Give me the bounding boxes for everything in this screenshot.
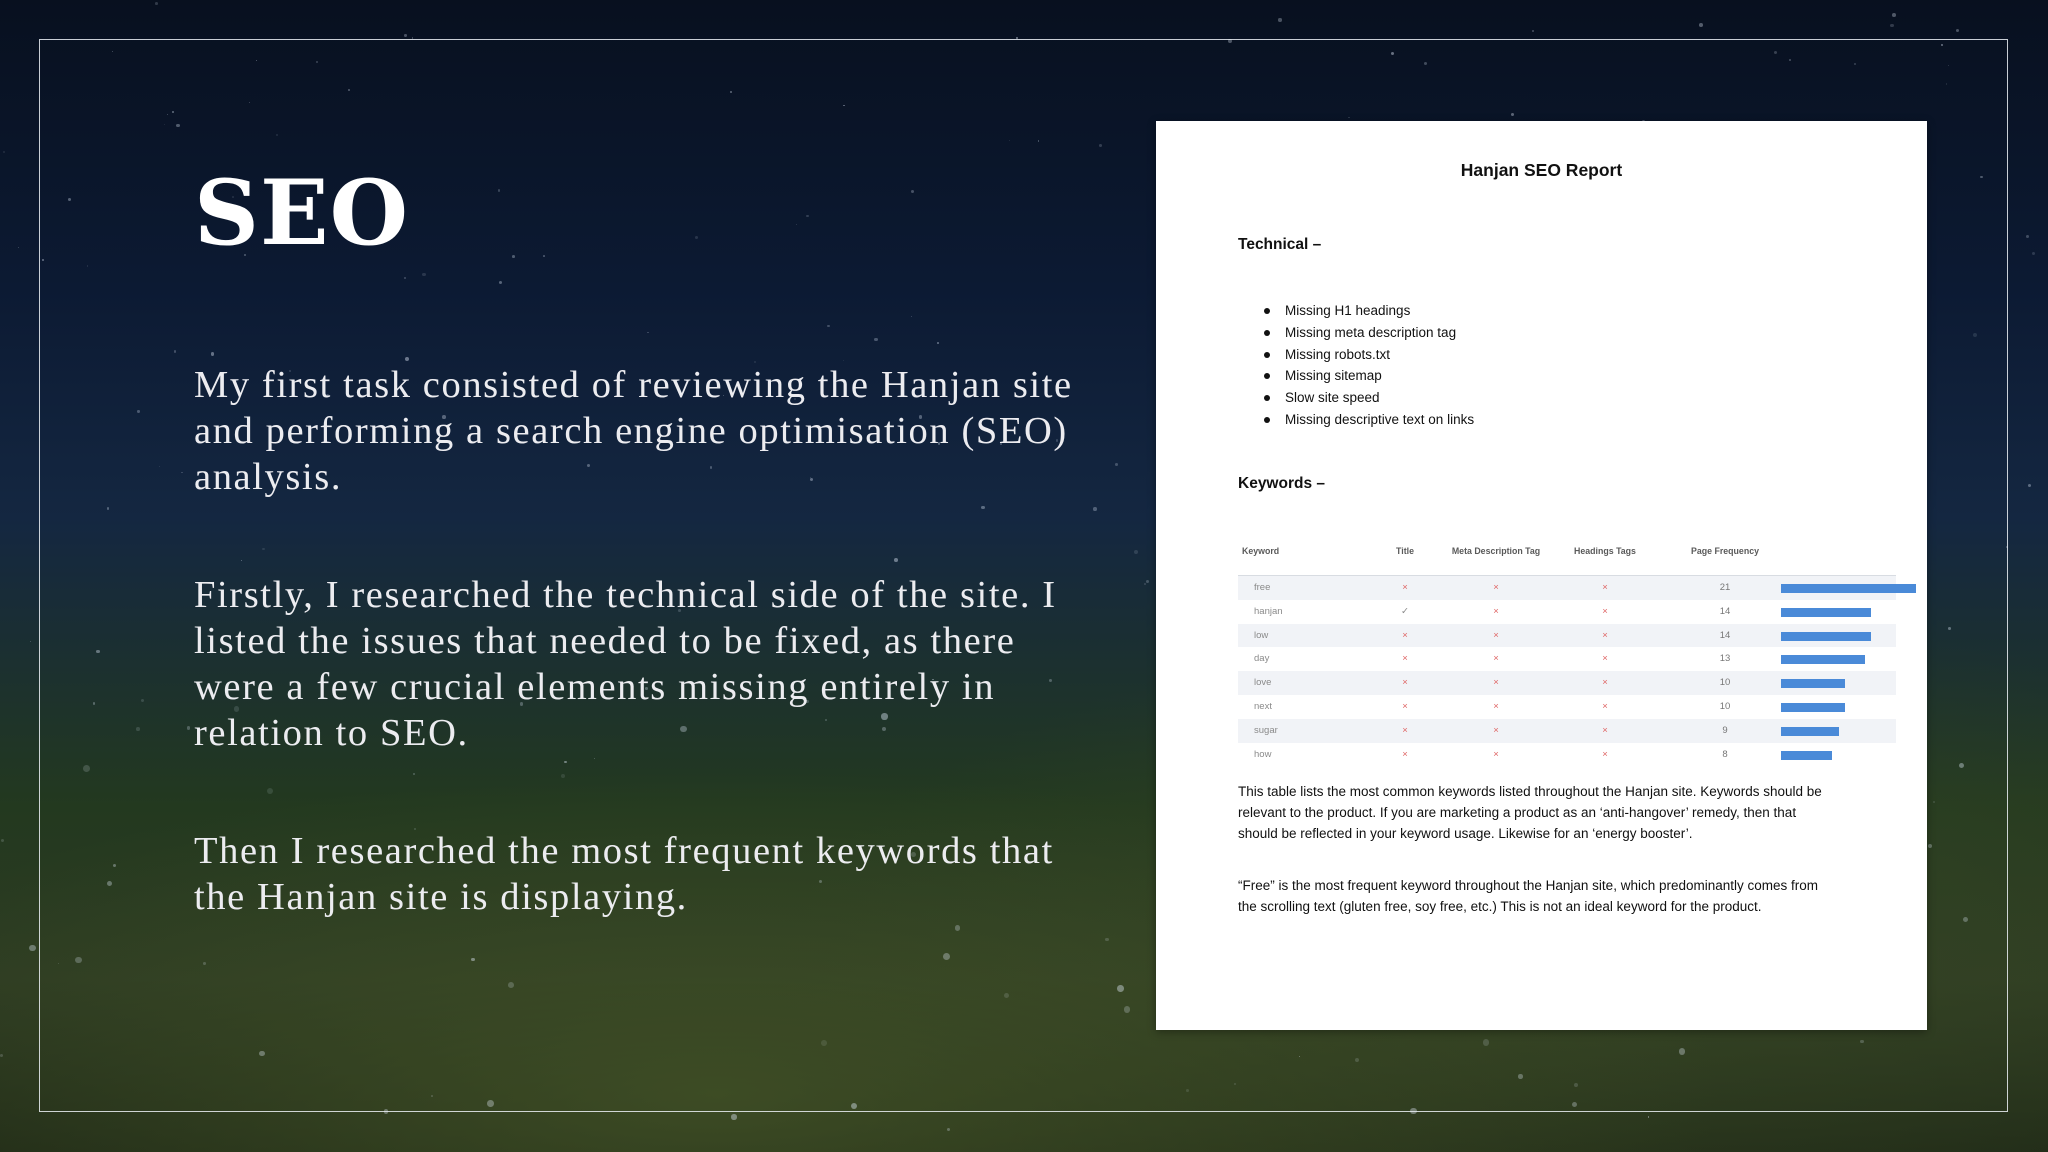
table-row [1238, 671, 1896, 695]
background-speck [2032, 252, 2035, 255]
background-speck [731, 1114, 736, 1119]
cell-headings-tags: × [1602, 605, 1608, 617]
keyword-table [1238, 545, 1896, 766]
cell-title: × [1402, 677, 1408, 689]
technical-heading: Technical – [1238, 236, 1322, 253]
frequency-bar [1781, 608, 1871, 617]
cell-headings-tags: × [1602, 677, 1608, 689]
header-title: Title [1396, 546, 1414, 556]
cell-meta-description: × [1493, 677, 1499, 689]
cell-keyword: love [1254, 677, 1272, 689]
keywords-paragraph: Then I researched the most frequent keywords that the Hanjan site is displaying. [194, 830, 1054, 918]
frequency-bar [1781, 751, 1832, 760]
background-speck [1278, 18, 1281, 21]
issue-item: Missing H1 headings [1238, 300, 1474, 322]
cell-meta-description: × [1493, 629, 1499, 641]
cell-title: × [1402, 582, 1408, 593]
background-speck [30, 641, 31, 642]
cell-page-frequency: 14 [1719, 629, 1731, 641]
cell-page-frequency: 8 [1722, 748, 1728, 760]
cell-meta-description: × [1493, 724, 1499, 736]
background-speck [1648, 1116, 1650, 1118]
cell-headings-tags: × [1602, 582, 1608, 593]
technical-paragraph: Firstly, I researched the technical side of the site. I listed the issues that needed to be fixed, as there were a few crucial elements missing entirely in relation to SEO. [194, 574, 1057, 754]
background-speck [18, 247, 19, 248]
background-speck [155, 2, 158, 5]
cell-title: × [1402, 700, 1408, 712]
frequency-bar [1781, 584, 1916, 593]
cell-keyword: sugar [1254, 724, 1278, 736]
frequency-bar [1781, 655, 1865, 664]
background-speck [1892, 13, 1896, 17]
background-speck [29, 945, 35, 951]
cell-headings-tags: × [1602, 700, 1608, 712]
technical-issue-list [1238, 300, 1474, 431]
cell-page-frequency: 10 [1719, 700, 1731, 712]
report-title: Hanjan SEO Report [1460, 160, 1623, 180]
frequency-bar [1781, 679, 1845, 688]
header-meta-description: Meta Description Tag [1451, 546, 1541, 556]
intro-paragraph: My first task consisted of reviewing the Hanjan site and performing a search engine optimisation (SEO) analysis. [194, 364, 1073, 498]
issue-item: Missing sitemap [1238, 365, 1474, 387]
cell-headings-tags: × [1602, 629, 1608, 641]
cell-headings-tags: × [1602, 748, 1608, 760]
table-note: This table lists the most common keywords listed throughout the Hanjan site. Keywords should be relevant to the product. If you are marketing a product as an ‘anti-hangover’ remedy, then that should be reflected in your keyword usage. Likewise for an ‘energy booster’. [1238, 784, 1822, 841]
issue-item: Missing robots.txt [1238, 344, 1474, 366]
header-keyword: Keyword [1242, 546, 1280, 556]
cell-headings-tags: × [1602, 724, 1608, 736]
cell-title: × [1402, 653, 1408, 665]
issue-item: Missing descriptive text on links [1238, 409, 1474, 431]
table-row [1238, 743, 1896, 767]
frequency-bar [1781, 727, 1839, 736]
background-speck [1956, 29, 1959, 32]
table-header [1238, 545, 1896, 575]
background-speck [1532, 30, 1534, 32]
cell-title: × [1402, 748, 1408, 760]
frequency-bar [1781, 632, 1871, 641]
background-speck [1699, 23, 1703, 27]
table-body [1238, 576, 1896, 766]
background-speck [404, 34, 406, 36]
cell-keyword: hanjan [1254, 605, 1283, 617]
table-row [1238, 695, 1896, 719]
cell-keyword: free [1254, 582, 1271, 593]
cell-meta-description: × [1493, 653, 1499, 665]
cell-meta-description: × [1493, 700, 1499, 712]
cell-keyword: next [1254, 700, 1272, 712]
table-row [1238, 647, 1896, 671]
cell-meta-description: × [1493, 582, 1499, 593]
header-page-frequency: Page Frequency [1691, 546, 1759, 556]
background-speck [3, 151, 5, 153]
slide-title: SEO [194, 160, 409, 266]
table-row [1238, 576, 1896, 600]
header-headings-tags: Headings Tags [1574, 546, 1636, 556]
cell-title: ✓ [1401, 605, 1409, 617]
background-speck [2028, 484, 2031, 487]
cell-page-frequency: 10 [1719, 677, 1731, 689]
cell-headings-tags: × [1602, 653, 1608, 665]
background-speck [1890, 24, 1894, 28]
issue-item: Missing meta description tag [1238, 322, 1474, 344]
table-row [1238, 600, 1896, 624]
cell-page-frequency: 9 [1722, 724, 1728, 736]
cell-meta-description: × [1493, 748, 1499, 760]
free-keyword-note: “Free” is the most frequent keyword throughout the Hanjan site, which predominantly comes from the scrolling text (gluten free, soy free, etc.) This is not an ideal keyword for the product. [1238, 878, 1819, 914]
background-speck [947, 1128, 951, 1132]
table-row [1238, 624, 1896, 648]
issue-item: Slow site speed [1238, 387, 1474, 409]
cell-page-frequency: 21 [1719, 582, 1731, 593]
cell-keyword: day [1254, 653, 1270, 665]
background-speck [2026, 235, 2029, 238]
frequency-bar [1781, 703, 1845, 712]
cell-title: × [1402, 629, 1408, 641]
seo-report-document [1156, 121, 1927, 1030]
cell-title: × [1402, 724, 1408, 736]
cell-keyword: how [1254, 748, 1272, 760]
cell-keyword: low [1254, 629, 1269, 641]
background-speck [1, 839, 4, 842]
table-row [1238, 719, 1896, 743]
keywords-heading: Keywords – [1238, 475, 1326, 492]
cell-page-frequency: 13 [1719, 653, 1731, 665]
cell-meta-description: × [1493, 605, 1499, 617]
background-speck [0, 1054, 3, 1057]
cell-page-frequency: 14 [1719, 605, 1731, 617]
